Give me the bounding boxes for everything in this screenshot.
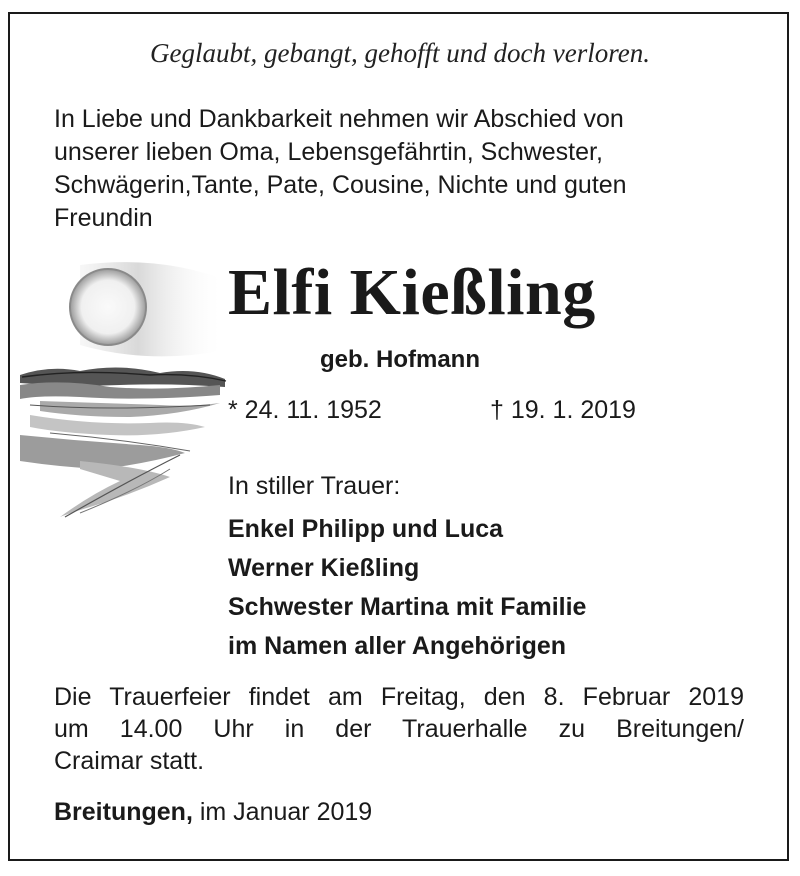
- birth-name: geb. Hofmann: [320, 346, 480, 373]
- mourner-line: Werner Kießling: [228, 554, 420, 582]
- mourning-label: In stiller Trauer:: [228, 472, 401, 500]
- funeral-line: Craimar statt.: [54, 747, 205, 775]
- intro-text: [54, 103, 754, 235]
- funeral-info: [54, 681, 744, 777]
- motto: Geglaubt, gebangt, gehofft und doch verloren.: [150, 38, 650, 68]
- signature-date: im Januar 2019: [199, 798, 373, 826]
- intro-line: In Liebe und Dankbarkeit nehmen wir Abschied von: [54, 105, 624, 133]
- mourner-line: Enkel Philipp und Luca: [228, 515, 504, 543]
- landscape-sun-illustration-icon: [20, 255, 250, 535]
- intro-line: Freundin: [54, 204, 153, 232]
- birth-date: * 24. 11. 1952: [228, 396, 382, 424]
- intro-line: Schwägerin,Tante, Pate, Cousine, Nichte und guten: [54, 171, 627, 199]
- mourner-line: Schwester Martina mit Familie: [228, 593, 587, 621]
- intro-line: unserer lieben Oma, Lebensgefährtin, Schwester,: [54, 138, 603, 166]
- funeral-line: um 14.00 Uhr in der Trauerhalle zu Breitungen/: [54, 715, 744, 743]
- signature: [54, 798, 372, 827]
- mourner-line: im Namen aller Angehörigen: [228, 632, 567, 660]
- deceased-name: Elfi Kießling: [228, 256, 596, 329]
- signature-place: Breitungen,: [54, 798, 193, 826]
- death-date: † 19. 1. 2019: [490, 396, 636, 424]
- funeral-line: Die Trauerfeier findet am Freitag, den 8. Februar 2019: [54, 683, 744, 711]
- mourners-list: [228, 510, 586, 666]
